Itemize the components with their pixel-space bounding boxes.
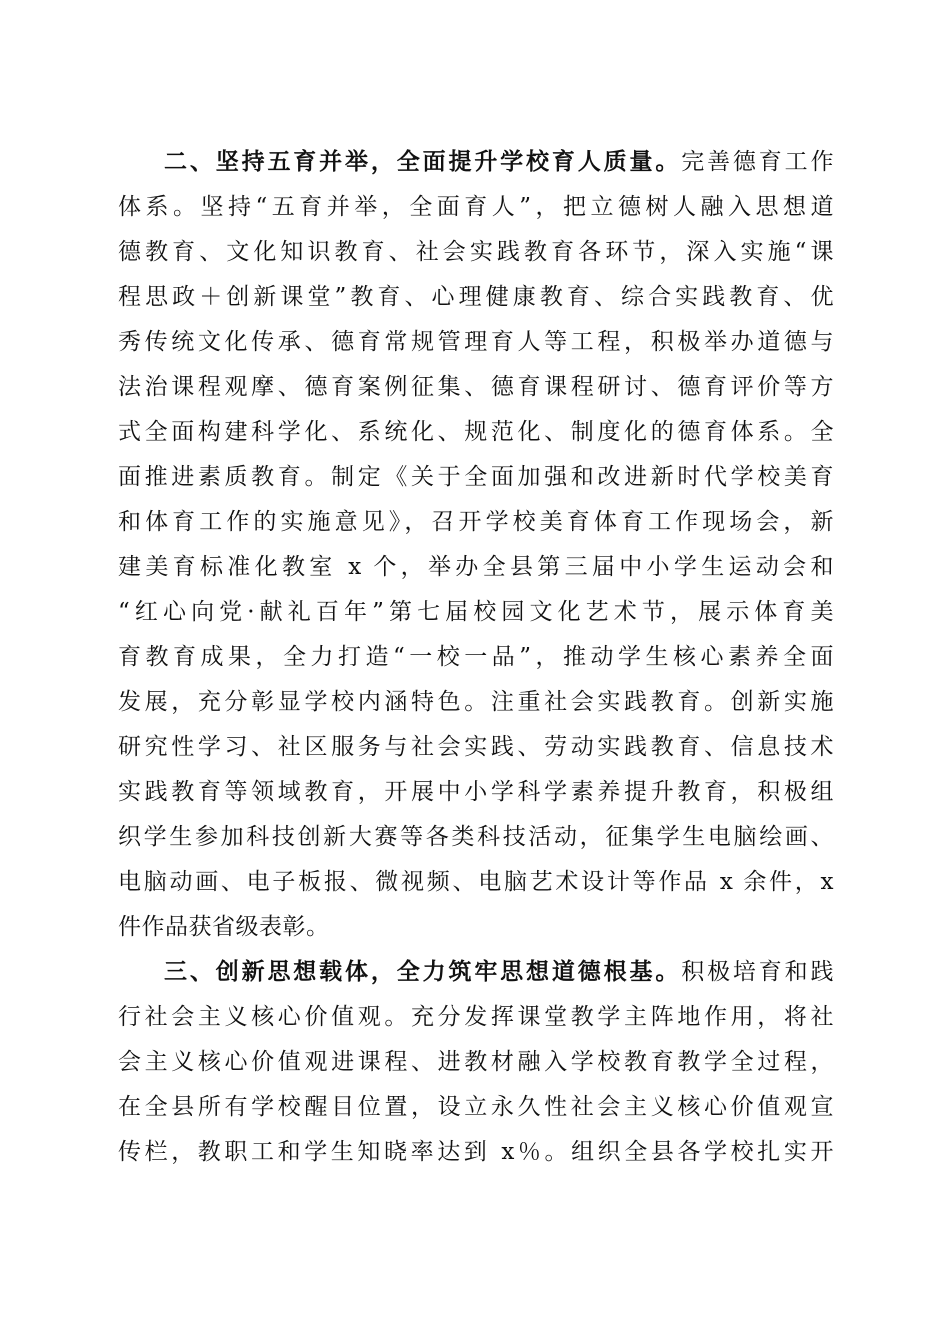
paragraph-1-first-line-text: 完善德育工作 xyxy=(681,149,835,175)
paragraph-1-line: 建美育标准化教室 x 个，举办全县第三届中小学生运动会和 xyxy=(118,554,834,580)
paragraph-2-line: 会主义核心价值观进课程、进教材融入学校教育教学全过程， xyxy=(118,1049,834,1075)
paragraph-2-line: 传栏，教职工和学生知晓率达到 x％。组织全县各学校扎实开 xyxy=(118,1139,834,1165)
paragraph-1-line: 法治课程观摩、德育案例征集、德育课程研讨、德育评价等方 xyxy=(118,374,834,400)
paragraph-1-line: 式全面构建科学化、系统化、规范化、制度化的德育体系。全 xyxy=(118,419,834,445)
paragraph-1-line: 发展，充分彰显学校内涵特色。注重社会实践教育。创新实施 xyxy=(118,689,834,715)
paragraph-1-line: 体系。坚持“五育并举，全面育人”，把立德树人融入思想道 xyxy=(118,194,834,220)
paragraph-1-line: 织学生参加科技创新大赛等各类科技活动，征集学生电脑绘画、 xyxy=(118,824,834,850)
paragraph-2-line: 行社会主义核心价值观。充分发挥课堂教学主阵地作用，将社 xyxy=(118,1004,834,1030)
paragraph-1-line: 研究性学习、社区服务与社会实践、劳动实践教育、信息技术 xyxy=(118,734,834,760)
paragraph-1-line: 程思政＋创新课堂”教育、心理健康教育、综合实践教育、优 xyxy=(118,284,834,310)
paragraph-1-heading: 二、坚持五育并举，全面提升学校育人质量。 xyxy=(164,148,682,175)
paragraph-2-heading: 三、创新思想载体，全力筑牢思想道德根基。 xyxy=(164,958,682,985)
paragraph-1-line: 和体育工作的实施意见》，召开学校美育体育工作现场会，新 xyxy=(118,509,834,535)
paragraph-2-first-line xyxy=(164,956,834,988)
paragraph-1-line: 育教育成果，全力打造“一校一品”，推动学生核心素养全面 xyxy=(118,644,834,670)
paragraph-1-line: 电脑动画、电子板报、微视频、电脑艺术设计等作品 x 余件，x xyxy=(118,869,834,895)
paragraph-1-line: 面推进素质教育。制定《关于全面加强和改进新时代学校美育 xyxy=(118,464,834,490)
paragraph-1-line: 秀传统文化传承、德育常规管理育人等工程，积极举办道德与 xyxy=(118,329,834,355)
paragraph-1-line: 实践教育等领域教育，开展中小学科学素养提升教育，积极组 xyxy=(118,779,834,805)
paragraph-1-line: 德教育、文化知识教育、社会实践教育各环节，深入实施“课 xyxy=(118,239,834,265)
paragraph-1-last-line: 件作品获省级表彰。 xyxy=(118,914,330,940)
paragraph-1-first-line xyxy=(164,146,834,178)
paragraph-1-line: “红心向党·献礼百年”第七届校园文化艺术节，展示体育美 xyxy=(118,599,834,625)
paragraph-2-first-line-text: 积极培育和践 xyxy=(681,959,835,985)
paragraph-2-line: 在全县所有学校醒目位置，设立永久性社会主义核心价值观宣 xyxy=(118,1094,834,1120)
